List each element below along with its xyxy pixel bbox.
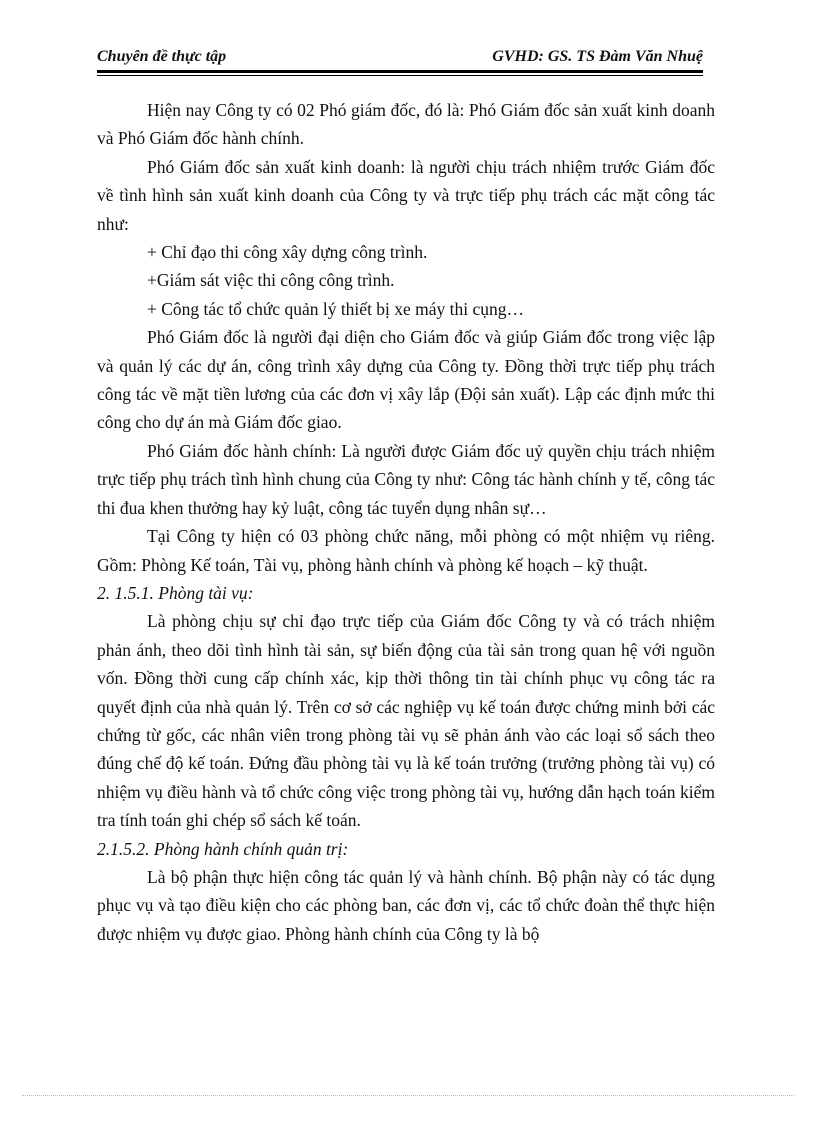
document-body [97,96,715,948]
header-left-title: Chuyên đề thực tập [97,48,227,65]
header-rule-thin [97,75,703,76]
paragraph: Phó Giám đốc hành chính: Là người được Giám đốc uỷ quyền chịu trách nhiệm trực tiếp phụ trách tình hình chung của Công ty như: Công tác hành chính y tế, công tác thi đua khen thưởng hay kỷ luật, công tác tuyển dụng nhân sự… [97,440,715,518]
header-rule-thick [97,70,703,73]
paragraph: Là phòng chịu sự chỉ đạo trực tiếp của Giám đốc Công ty và có trách nhiệm phản ánh, theo dõi tình hình tài sản, sự biến động của tài sản trong quan hệ với nguồn vốn. Đồng thời cung cấp chính xác, kịp thời thông tin tài chính phục vụ công tác ra quyết định của nhà quản lý. Trên cơ sở các nghiệp vụ kế toán được chứng minh bởi các chứng từ gốc, các nhân viên trong phòng tài vụ sẽ phản ánh vào các loại sổ sách theo đúng chế độ kế toán. Đứng đầu phòng tài vụ là kế toán trưởng (trưởng phòng tài vụ) có nhiệm vụ điều hành và tổ chức công việc trong phòng tài vụ, hướng dẫn hạch toán kiểm tra tính toán ghi chép sổ sách kế toán. [97,611,715,831]
section-heading: 2. 1.5.1. Phòng tài vụ: [97,582,254,603]
bullet-item: + Chỉ đạo thi công xây dựng công trình. [147,242,428,263]
page-header [97,48,703,68]
paragraph: Tại Công ty hiện có 03 phòng chức năng, mỗi phòng có một nhiệm vụ riêng. Gồm: Phòng Kế toán, Tài vụ, phòng hành chính và phòng kế hoạch – kỹ thuật. [97,526,715,575]
paragraph: Là bộ phận thực hiện công tác quản lý và hành chính. Bộ phận này có tác dụng phục vụ và tạo điều kiện cho các phòng ban, các đơn vị, các tổ chức đoàn thể thực hiện được nhiệm vụ được giao. Phòng hành chính của Công ty là bộ [97,866,715,944]
paragraph: Phó Giám đốc là người đại diện cho Giám đốc và giúp Giám đốc trong việc lập và quản lý các dự án, công trình xây dựng của Công ty. Đồng thời trực tiếp phụ trách công tác về mặt tiền lương của các đơn vị xây lắp (Đội sản xuất). Lập các định mức thi công cho dự án mà Giám đốc giao. [97,327,715,433]
paragraph: Phó Giám đốc sản xuất kinh doanh: là người chịu trách nhiệm trước Giám đốc về tình hình sản xuất kinh doanh của Công ty và trực tiếp phụ trách các mặt công tác như: [97,156,715,234]
paragraph: Hiện nay Công ty có 02 Phó giám đốc, đó là: Phó Giám đốc sản xuất kinh doanh và Phó Giám đốc hành chính. [97,100,715,149]
section-heading: 2.1.5.2. Phòng hành chính quản trị: [97,838,349,859]
bullet-item: +Giám sát việc thi công công trình. [147,270,395,291]
page-bottom-divider [22,1095,794,1096]
header-right-advisor: GVHD: GS. TS Đàm Văn Nhuệ [492,48,703,65]
bullet-item: + Công tác tổ chức quản lý thiết bị xe máy thi cụng… [147,298,525,319]
